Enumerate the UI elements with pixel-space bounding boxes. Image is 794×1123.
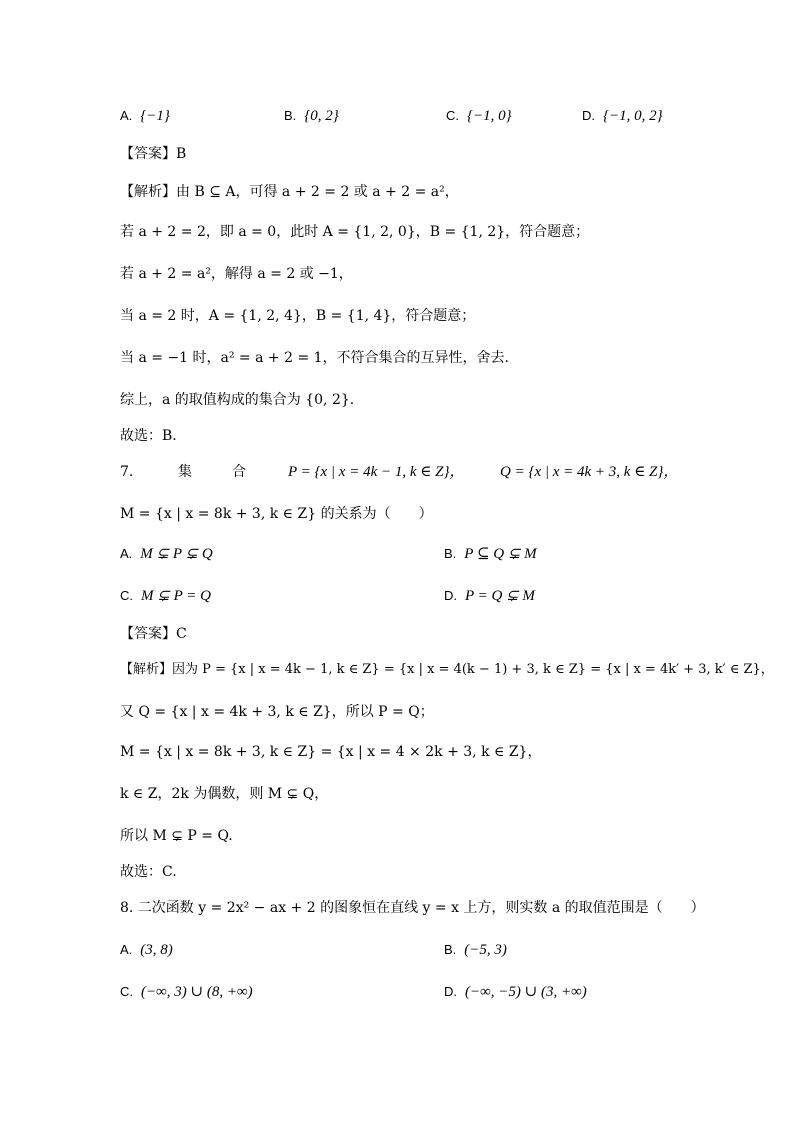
- q6-analysis-line-5: 当 a = −1 时，a² = a + 2 = 1，不符合集合的互异性，舍去.: [120, 350, 509, 366]
- q6-analysis-line-7: 故选：B.: [120, 428, 177, 444]
- q7-analysis-line-2: 又 Q = {x | x = 4k + 3, k ∈ Z}，所以 P = Q；: [120, 704, 434, 720]
- q7-answer: 【答案】C: [120, 626, 187, 642]
- q6-answer: 【答案】B: [120, 146, 187, 162]
- q7-set-p: P = {x | x = 4k − 1, k ∈ Z}，: [288, 464, 465, 480]
- q6-option-b: B. {0, 2}: [284, 108, 339, 124]
- q7-stem-char-2: 合: [232, 464, 246, 480]
- q7-analysis-line-3: M = {x | x = 8k + 3, k ∈ Z} = {x | x = 4 × 2k + 3, k ∈ Z}，: [120, 744, 542, 760]
- q7-option-a: A. M ⊊ P ⊊ Q: [120, 546, 213, 562]
- q7-number: 7.: [120, 464, 134, 480]
- q7-analysis-line-1: 【解析】因为 P = {x | x = 4k − 1, k ∈ Z} = {x | x = 4(k − 1) + 3, k ∈ Z} = {x | x = 4k′ + 3, k′ ∈ Z}，: [120, 662, 774, 677]
- q6-analysis-line-6: 综上，a 的取值构成的集合为 {0, 2}.: [120, 392, 355, 408]
- q7-analysis-line-5: 所以 M ⊊ P = Q.: [120, 828, 233, 844]
- q7-stem-char-1: 集: [178, 464, 192, 480]
- q6-analysis-line-1: 【解析】由 B ⊆ A，可得 a + 2 = 2 或 a + 2 = a²，: [120, 184, 459, 200]
- q7-set-q: Q = {x | x = 4k + 3, k ∈ Z}，: [500, 464, 679, 480]
- q6-option-d: D. {−1, 0, 2}: [582, 108, 663, 124]
- q7-option-d: D. P = Q ⊊ M: [444, 588, 535, 604]
- q6-option-a: A. {−1}: [120, 108, 170, 124]
- q8-option-b: B. (−5, 3): [444, 942, 507, 958]
- q8-option-c: C. (−∞, 3) ∪ (8, +∞): [120, 984, 253, 1000]
- q7-analysis-line-6: 故选：C.: [120, 864, 177, 880]
- q7-stem-line-2: M = {x | x = 8k + 3, k ∈ Z} 的关系为（ ）: [120, 506, 433, 522]
- q6-analysis-line-3: 若 a + 2 = a²，解得 a = 2 或 −1，: [120, 266, 353, 282]
- q8-stem: 8. 二次函数 y = 2x² − ax + 2 的图象恒在直线 y = x 上方，则实数 a 的取值范围是（ ）: [120, 900, 705, 916]
- q7-option-b: B. P ⊆ Q ⊊ M: [444, 546, 537, 562]
- q7-analysis-line-4: k ∈ Z，2k 为偶数，则 M ⊊ Q，: [120, 786, 329, 802]
- q7-option-c: C. M ⊊ P = Q: [120, 588, 211, 604]
- q6-analysis-line-2: 若 a + 2 = 2，即 a = 0，此时 A = {1, 2, 0}，B = {1, 2}，符合题意；: [120, 224, 590, 240]
- q8-option-d: D. (−∞, −5) ∪ (3, +∞): [444, 984, 587, 1000]
- q6-option-c: C. {−1, 0}: [446, 108, 512, 124]
- q6-analysis-line-4: 当 a = 2 时，A = {1, 2, 4}，B = {1, 4}，符合题意；: [120, 308, 476, 324]
- q8-option-a: A. (3, 8): [120, 942, 173, 958]
